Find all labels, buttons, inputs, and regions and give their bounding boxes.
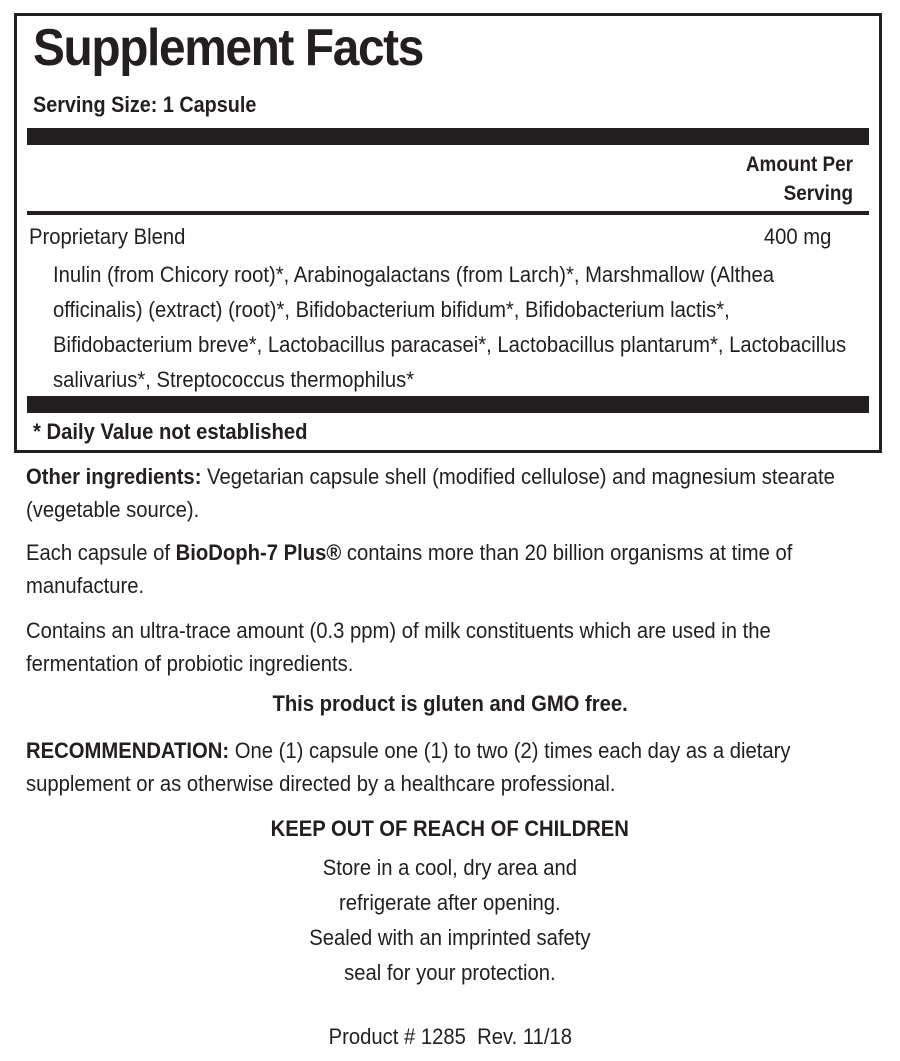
organism-count-prefix: Each capsule of bbox=[26, 540, 176, 565]
serving-size: Serving Size: 1 Capsule bbox=[33, 92, 257, 117]
product-number bbox=[0, 1024, 900, 1050]
storage-line: refrigerate after opening. bbox=[339, 890, 561, 915]
panel-title: Supplement Facts bbox=[33, 19, 423, 77]
blend-name: Proprietary Blend bbox=[29, 224, 186, 249]
gluten-notice bbox=[0, 691, 900, 717]
warning bbox=[0, 816, 900, 842]
product-name: BioDoph-7 Plus® bbox=[175, 540, 342, 565]
thick-divider bbox=[27, 128, 869, 145]
recommendation-text: One (1) capsule one (1) to two (2) times each day as a dietary supplement or as otherwise directed by a healthcare professional. bbox=[26, 738, 791, 796]
other-ingredients-label: Other ingredients: bbox=[26, 464, 202, 489]
amount-header-line1: Amount Per bbox=[745, 153, 853, 176]
other-ingredients-text: Vegetarian capsule shell (modified cellulose) and magnesium stearate (vegetable source). bbox=[26, 464, 835, 522]
amount-header-line2: Serving bbox=[783, 182, 853, 205]
other-ingredients bbox=[26, 460, 859, 526]
recommendation bbox=[26, 734, 859, 800]
product-number-text: Product # 1285 Rev. 11/18 bbox=[328, 1024, 572, 1049]
storage-line: Store in a cool, dry area and bbox=[322, 855, 578, 880]
medium-divider bbox=[27, 211, 869, 215]
blend-amount: 400 mg bbox=[763, 224, 831, 249]
organism-count-suffix: contains more than 20 billion organisms at time of manufacture. bbox=[26, 540, 793, 598]
storage-line: Sealed with an imprinted safety bbox=[309, 925, 591, 950]
thick-divider-bottom bbox=[27, 396, 869, 413]
milk-notice: Contains an ultra-trace amount (0.3 ppm) of milk constituents which are used in the fermentation of probiotic ingredients. bbox=[26, 618, 771, 676]
storage-line: seal for your protection. bbox=[344, 960, 556, 985]
warning-text: KEEP OUT OF REACH OF CHILDREN bbox=[270, 816, 630, 841]
daily-value-note: * Daily Value not established bbox=[33, 419, 308, 444]
storage-instructions bbox=[0, 850, 900, 990]
gluten-notice-text: This product is gluten and GMO free. bbox=[272, 691, 628, 716]
blend-ingredients: Inulin (from Chicory root)*, Arabinogalactans (from Larch)*, Marshmallow (Althea officinalis) (extract) (root)*, Bifidobacterium bifidum*, Bifidobacterium lactis*, Bifidobacterium breve*, Lactobacillus paracasei*, Lactobacillus plantarum*, Lactobacillus salivarius*, Streptococcus thermophilus* bbox=[53, 262, 847, 392]
amount-per-serving-header bbox=[746, 150, 853, 208]
organism-count bbox=[26, 536, 859, 602]
recommendation-label: RECOMMENDATION: bbox=[26, 738, 230, 763]
supplement-facts-panel bbox=[14, 13, 882, 453]
